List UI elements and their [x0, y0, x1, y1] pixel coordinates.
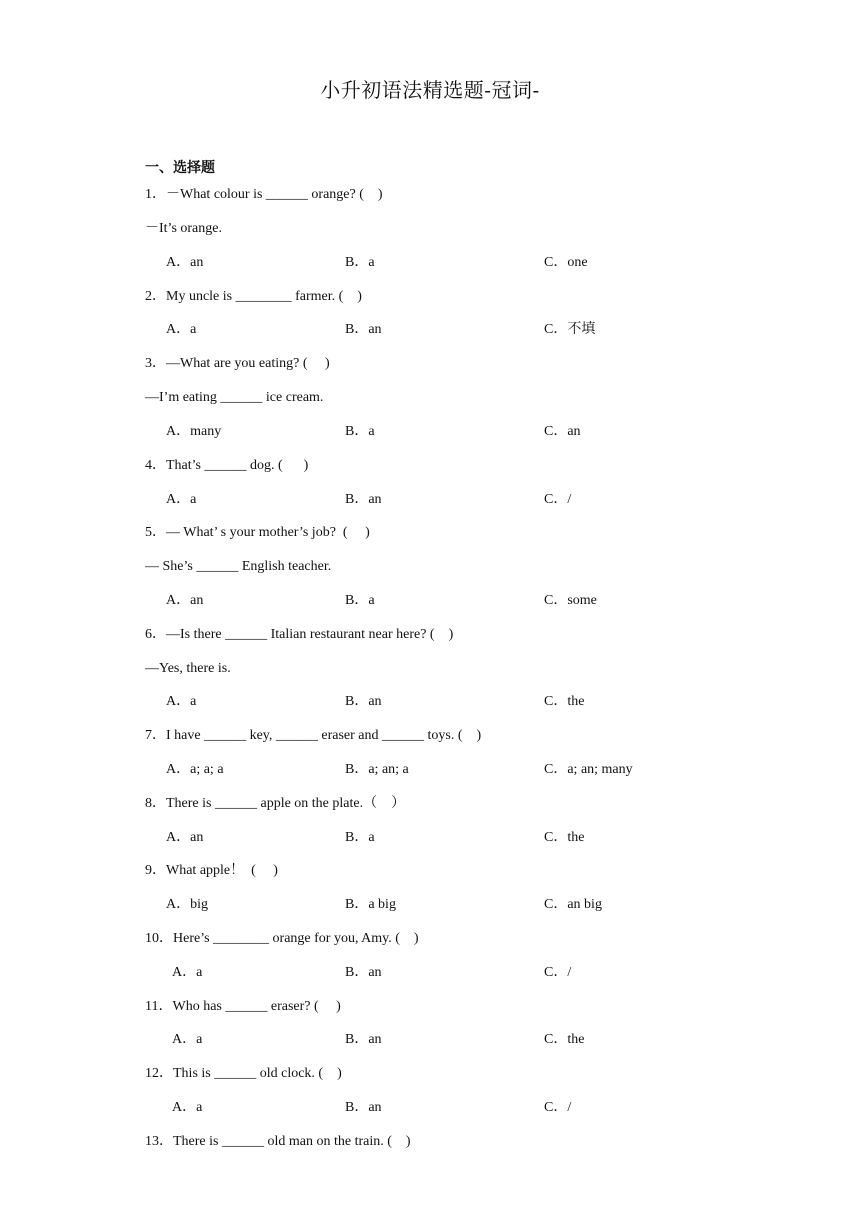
option-b: B．a; an; a — [345, 762, 409, 777]
question-6-line-1: 6．—Is there ______ Italian restaurant near here? ( ) — [145, 627, 454, 642]
option-c: C．the — [544, 694, 585, 709]
option-c: C．a; an; many — [544, 762, 633, 777]
option-c: C．an big — [544, 897, 602, 912]
option-a: A．an — [166, 593, 204, 608]
option-a: A．a — [172, 1032, 203, 1047]
option-c: C．an — [544, 424, 581, 439]
question-7-options — [0, 761, 860, 779]
option-a: A．big — [166, 897, 208, 912]
question-2-line-1: 2．My uncle is ________ farmer. ( ) — [145, 289, 362, 304]
question-10-options — [0, 964, 860, 982]
question-5-line-1: 5．— What’ s your mother’s job? ( ) — [145, 525, 370, 540]
section-heading: 一、选择题 — [145, 160, 215, 176]
question-6-line-2: —Yes, there is. — [145, 661, 231, 676]
question-7-line-1: 7．I have ______ key, ______ eraser and ______ toys. ( ) — [145, 728, 482, 743]
option-c: C．/ — [544, 965, 572, 980]
option-c: C．one — [544, 255, 588, 270]
question-3-line-2: —I’m eating ______ ice cream. — [145, 390, 324, 405]
option-b: B．a — [345, 424, 375, 439]
question-9-options — [0, 896, 860, 914]
option-b: B．an — [345, 965, 382, 980]
question-4-options — [0, 491, 860, 509]
option-a: A．a — [172, 965, 203, 980]
question-6-options — [0, 693, 860, 711]
option-a: A．a — [166, 322, 197, 337]
question-8-options — [0, 829, 860, 847]
question-5-line-2: — She’s ______ English teacher. — [145, 559, 332, 574]
option-a: A．an — [166, 830, 204, 845]
option-c: C．the — [544, 830, 585, 845]
question-11-options — [0, 1031, 860, 1049]
option-b: B．an — [345, 694, 382, 709]
option-a: A．a — [166, 694, 197, 709]
question-5-options — [0, 592, 860, 610]
option-a: A．a; a; a — [166, 762, 224, 777]
option-b: B．a — [345, 593, 375, 608]
question-9-line-1: 9．What apple！ ( ) — [145, 863, 278, 878]
question-8-line-1: 8．There is ______ apple on the plate.（ ） — [145, 796, 406, 811]
question-2-options — [0, 321, 860, 339]
page-title: 小升初语法精选题-冠词- — [320, 78, 540, 102]
option-c: C．不填 — [544, 322, 596, 337]
option-a: A．many — [166, 424, 222, 439]
question-3-line-1: 3．—What are you eating? ( ) — [145, 356, 330, 371]
option-c: C．/ — [544, 1100, 572, 1115]
question-12-line-1: 12．This is ______ old clock. ( ) — [145, 1066, 342, 1081]
question-11-line-1: 11．Who has ______ eraser? ( ) — [145, 999, 341, 1014]
question-3-options — [0, 423, 860, 441]
question-10-line-1: 10．Here’s ________ orange for you, Amy. ( ) — [145, 931, 419, 946]
option-a: A．a — [172, 1100, 203, 1115]
question-4-line-1: 4．That’s ______ dog. ( ) — [145, 458, 309, 473]
option-b: B．an — [345, 1032, 382, 1047]
option-b: B．a big — [345, 897, 396, 912]
option-c: C．/ — [544, 492, 572, 507]
option-a: A．an — [166, 255, 204, 270]
option-b: B．an — [345, 492, 382, 507]
option-b: B．an — [345, 322, 382, 337]
option-b: B．a — [345, 830, 375, 845]
option-b: B．an — [345, 1100, 382, 1115]
question-1-options — [0, 254, 860, 272]
option-c: C．some — [544, 593, 597, 608]
question-13-line-1: 13．There is ______ old man on the train. ( ) — [145, 1134, 411, 1149]
question-1-line-2: －It’s orange. — [145, 221, 222, 236]
option-c: C．the — [544, 1032, 585, 1047]
option-b: B．a — [345, 255, 375, 270]
option-a: A．a — [166, 492, 197, 507]
question-12-options — [0, 1099, 860, 1117]
question-1-line-1: 1．－What colour is ______ orange? ( ) — [145, 187, 383, 202]
